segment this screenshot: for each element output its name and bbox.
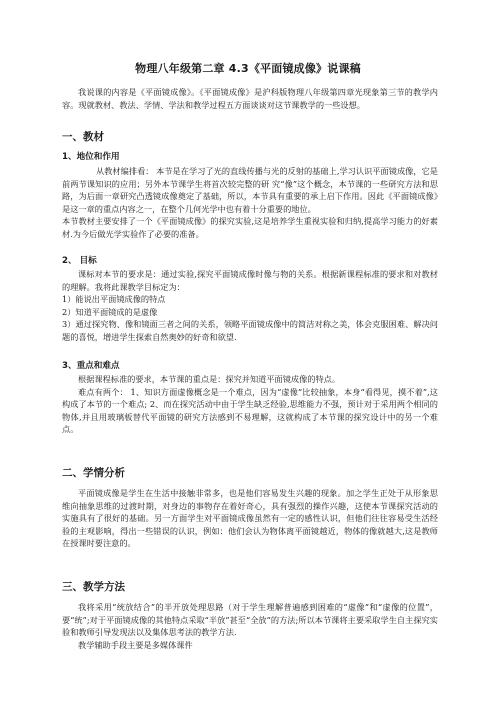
intro-block [62, 86, 438, 111]
subsection-key-points [62, 360, 438, 436]
paragraph: 本节教材主要安排了一个《平面镜成像》的探究实验,这是培养学生重视实验和归纳,提高学习能力的好素材.为今后做光学实验作了必要的准备。 [62, 216, 438, 239]
subsection-heading: 3、重点和难点 [62, 361, 120, 371]
position-role-body [62, 165, 438, 241]
intro-paragraph: 我说课的内容是《平面镜成像》。《平面镜成像》是沪科版物理八年级第四章光现象第三节的教学内容。现就教材、教法、学情、学法和教学过程五方面谈谈对这节课教学的一些设想。 [62, 87, 438, 110]
subsection-goals [62, 255, 438, 344]
section-heading: 一、教材 [62, 131, 104, 143]
teaching-methods-body [62, 601, 438, 651]
paragraph: 我将采用“统放结合”的半开放处理思路（对于学生理解普遍感到困难的“虚像”和“虚像的位置”，要“统”;对于平面镜成像的其他特点采取“半放”甚至“全放”的方法;所以本节课将主要采取学生自主探究实验和教师引导发现法以及集体思考法的教学方法. [62, 602, 438, 638]
section-heading: 二、学情分析 [62, 467, 125, 479]
document-title: 物理八年级第二章 4.3《平面镜成像》说课稿 [135, 62, 361, 75]
section-heading: 三、教学方法 [62, 581, 125, 593]
paragraph: 难点有两个： 1、知识方面虚像概念是一个难点，因为“虚像”比较抽象，本身“看得见，摸不着”,这构成了本节的一个难点; 2、而在探究活动中由于学生缺乏经验,思维能力不强，预计对于采用两个相同的物体,并且用玻璃板替代平面镜的研究方法感到不易理解，这就构成了本节课的探究设计中的另一个难点。 [62, 386, 438, 435]
section-learner-analysis [62, 466, 438, 480]
paragraph: 课标对本节的要求是：通过实验,探究平面镜成像时像与物的关系。根据新课程标准的要求和对教材的理解。我将此课教学目标定为： [62, 269, 438, 292]
subsection-heading: 1、地位和作用 [62, 152, 120, 162]
subsection-heading: 2、 目标 [62, 256, 97, 266]
learner-analysis-body [62, 487, 438, 550]
subsection-position-role [62, 151, 438, 164]
section-teaching-methods [62, 580, 438, 594]
paragraph: 根据课程标准的要求，本节课的重点是：探究并知道平面镜成像的特点。 [78, 374, 341, 384]
paragraph: 平面镜成像是学生在生活中接触非常多，也是他们容易发生兴趣的现象。加之学生正处于从形象思维向抽象思维的过渡时期，对身边的事物存在着好奇心，具有强烈的操作兴趣，这使本节课探究活动的实施具有了很好的基础。另一方面学生对平面镜成像虽然有一定的感性认识，但他们往往容易受生活经验的主观影响，得出一些错误的认识，例如：他们会认为物体离平面镜越近，物体的像就越大,这是教师在授课时要注意的。 [62, 488, 438, 549]
goal-item: 2）知道平面镜成的是虚像 [62, 306, 158, 317]
goal-item: 1）能说出平面镜成像的特点 [62, 294, 166, 305]
section-textbook [62, 130, 438, 144]
paragraph: 从教材编排看： 本节是在学习了光的直线传播与光的反射的基础上,学习认识平面镜成像，它是前两节课知识的应用；另外本节课学生将首次较完整的研 究“像”这个概念，本节课的一些研究方法和思路，为后面一章研究凸透镜成像奠定了基础，所以，本节具有重要的承上启下作用。因此《平面镜成像》是这一章的重点内容之一，在整个几何光学中也有着十分重要的地位。 [62, 166, 438, 214]
goal-item: 3）通过探究物、像和镜面三者之间的关系，领略平面镜成像中的简洁对称之美，体会克服困难、解决问题的喜悦，增进学生探索自然奥妙的好奇和欲望. [62, 319, 438, 342]
paragraph: 教学辅助手段主要是多媒体课件 [78, 639, 193, 650]
